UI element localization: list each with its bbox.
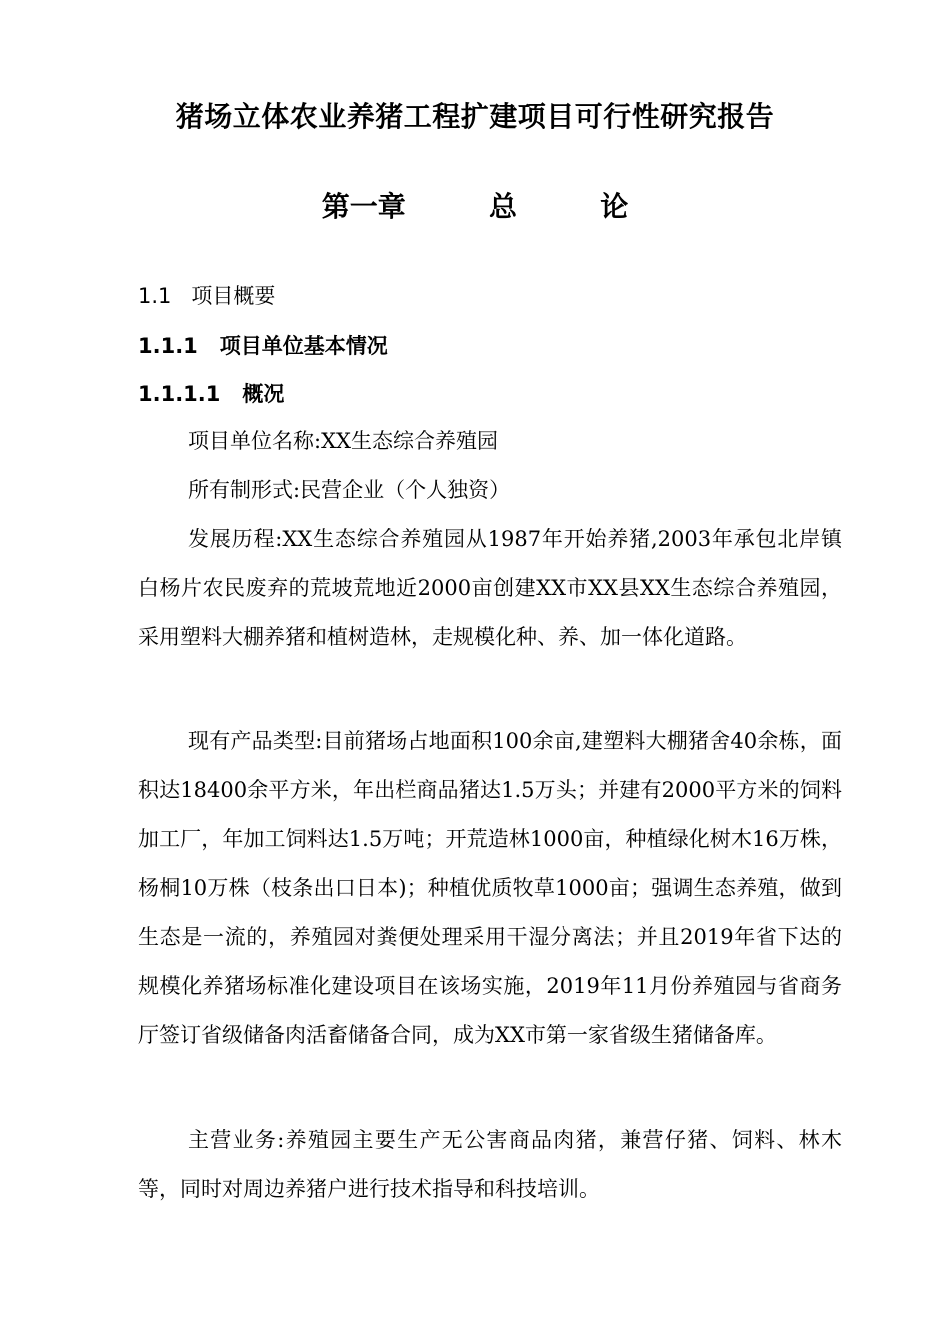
- paragraph-unit-name: 项目单位名称:XX生态综合养殖园: [188, 429, 498, 453]
- section-heading-1-1-1-1: 1.1.1.1 概况: [138, 382, 285, 406]
- paragraph-ownership: 所有制形式:民营企业（个人独资）: [188, 478, 511, 502]
- paragraph-business: 主营业务:养殖园主要生产无公害商品肉猪，兼营仔猪、饲料、林木等，同时对周边养猪户进行技术指导和科技培训。: [138, 1128, 842, 1201]
- chapter-title: 第一章 总 论: [321, 190, 629, 223]
- section-heading-1-1-1: 1.1.1 项目单位基本情况: [138, 334, 388, 358]
- document-title: 猪场立体农业养猪工程扩建项目可行性研究报告: [175, 100, 775, 133]
- section-heading-1-1: 1.1 项目概要: [138, 284, 276, 308]
- paragraph-history: 发展历程:XX生态综合养殖园从1987年开始养猪,2003年承包北岸镇白杨片农民废弃的荒坡荒地近2000亩创建XX市XX县XX生态综合养殖园，采用塑料大棚养猪和植树造林，走规模化种、养、加一体化道路。: [138, 527, 842, 649]
- paragraph-products: 现有产品类型:目前猪场占地面积100余亩,建塑料大棚猪舍40余栋，面积达18400余平方米，年出栏商品猪达1.5万头；并建有2000平方米的饲料加工厂，年加工饲料达1.5万吨；开荒造林1000亩，种植绿化树木16万株，杨桐10万株（枝条出口日本)；种植优质牧草1000亩；强调生态养殖，做到生态是一流的，养殖园对粪便处理采用干湿分离法；并且2019年省下达的规模化养猪场标准化建设项目在该场实施，2019年11月份养殖园与省商务厅签订省级储备肉活畜储备合同，成为XX市第一家省级生猪储备库。: [138, 729, 842, 1047]
